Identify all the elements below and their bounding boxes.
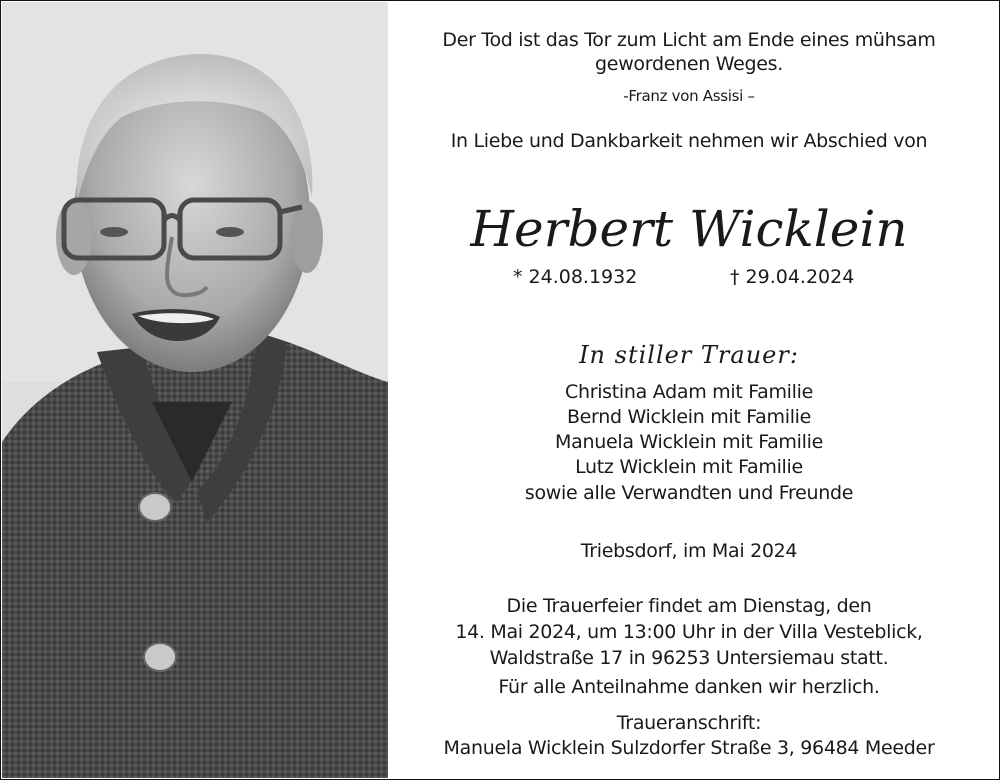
address-value: Manuela Wicklein Sulzdorfer Straße 3, 96484 Meeder [443,737,935,759]
funeral-line-2: 14. Mai 2024, um 13:00 Uhr in der Villa Vesteblick, [455,621,923,643]
notice-text [389,1,989,781]
portrait-photo [2,2,388,778]
mourner-2: Bernd Wicklein mit Familie [566,406,812,428]
funeral-line-3: Waldstraße 17 in 96253 Untersiemau statt. [489,647,889,669]
mourner-1: Christina Adam mit Familie [564,381,813,403]
funeral-line-1: Die Trauerfeier findet am Dienstag, den [506,595,872,617]
quote-author: -Franz von Assisi – [623,87,755,105]
place-date: Triebsdorf, im Mai 2024 [580,540,798,562]
quote-line-1: Der Tod ist das Tor zum Licht am Ende eines mühsam [442,29,936,51]
death-date: † 29.04.2024 [730,266,855,288]
portrait-image [2,2,388,778]
address-label: Traueranschrift: [616,712,762,734]
mourner-4: Lutz Wicklein mit Familie [575,456,803,478]
deceased-name: Herbert Wicklein [470,200,908,258]
thanks-text: Für alle Anteilnahme danken wir herzlich. [498,676,880,698]
mourner-3: Manuela Wicklein mit Familie [555,431,823,453]
mourning-heading: In stiller Trauer: [579,341,799,369]
mourner-5: sowie alle Verwandten und Freunde [524,482,854,504]
quote-line-2: gewordenen Weges. [595,53,783,75]
life-dates [389,266,989,292]
intro-text: In Liebe und Dankbarkeit nehmen wir Abschied von [450,130,928,152]
birth-date: * 24.08.1932 [513,266,638,288]
